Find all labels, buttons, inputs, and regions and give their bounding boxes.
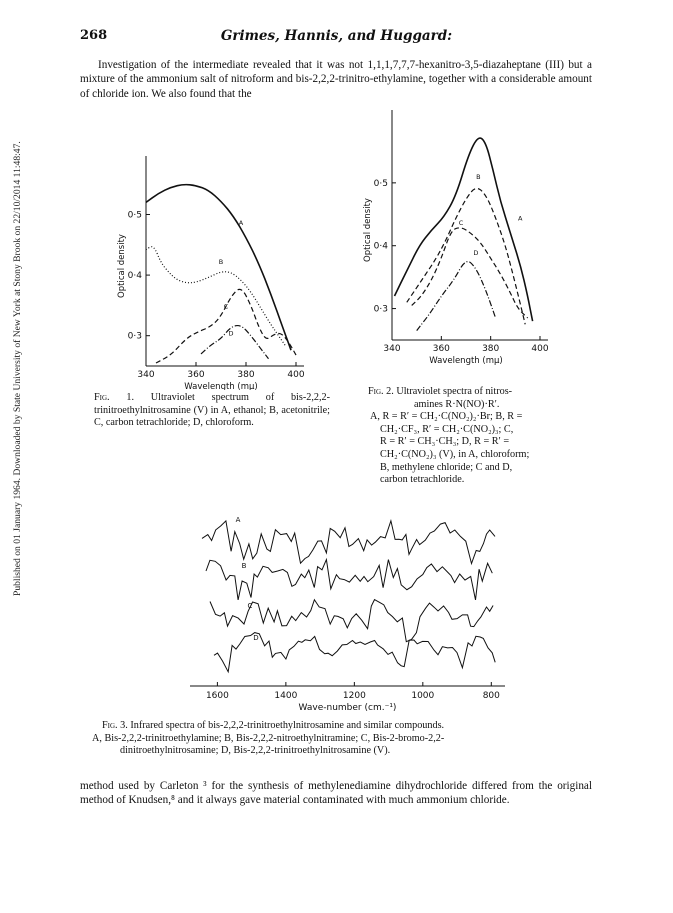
ir-spectrum-A <box>202 521 495 564</box>
intro-paragraph: Investigation of the intermediate revealed that it was not 1,1,1,7,7,7-hexanitro-3,5-diazaheptane (III) but a mixture of the ammonium salt of nitroform and bis-2,2,2-trinitro-ethylamine, together with a considerable amount of chloride ion. We also found that the <box>80 59 592 100</box>
series-line-C <box>412 228 528 318</box>
figure-3-caption <box>92 720 592 758</box>
x-tick-label: 1400 <box>274 691 298 701</box>
figure-3-caption-line: dinitroethylnitrosamine; D, Bis-2,2,2-trinitroethylnitrosamine (V). <box>120 745 391 757</box>
x-tick-label: 380 <box>482 344 500 354</box>
closing-paragraph: method used by Carleton ³ for the synthesis of methylenediamine dihydrochloride differed from the original method of Knudsen,⁸ and it always gave material contaminated with much ammonium chloride. <box>80 780 592 807</box>
series-label-B: B <box>476 173 481 182</box>
ir-series-label-A: A <box>235 516 241 524</box>
series-label-A: A <box>238 218 244 227</box>
figure-2-caption-line: R = R′ = CH₃·CH₃; D, R = R′ = <box>380 436 510 448</box>
series-line-A <box>146 185 291 351</box>
figure-2-caption-line: CH₂·C(NO₂)₃ (V), in A, chloroform; <box>380 448 530 460</box>
figure-2-caption-line: B, methylene chloride; C and D, <box>380 461 513 473</box>
y-tick-label: 0·5 <box>373 178 388 189</box>
figure-2-caption-line: amines R·N(NO)·R′. <box>414 398 500 410</box>
running-title: Grimes, Hannis, and Huggard: <box>220 28 453 44</box>
y-tick-label: 0·3 <box>127 331 142 342</box>
series-line-D <box>201 326 269 359</box>
figure-3-label: Fig. 3. <box>102 720 128 731</box>
figure-3-caption-line: Infrared spectra of bis-2,2,2-trinitroethylnitrosamine and similar compounds. <box>130 720 445 731</box>
x-tick-label: 1000 <box>411 691 435 701</box>
series-label-B: B <box>218 258 224 267</box>
figure-3-ir-spectra <box>180 496 510 718</box>
figure-2-caption-line: A, R = R′ = CH₂·C(NO₂)₂·Br; B, R = <box>370 411 523 423</box>
series-label-D: D <box>473 249 479 258</box>
figure-2-uv-spectra <box>352 108 582 378</box>
series-line-A <box>395 138 533 321</box>
figure-1-caption <box>94 392 330 430</box>
download-notice-text: Published on 01 January 1964. Downloaded by State University of New York at Stony Brook on 22/10/2014 11:48:47. <box>12 141 23 596</box>
figure-2-caption-line: carbon tetrachloride. <box>380 474 465 486</box>
x-axis-label: Wavelength (mμ) <box>184 382 258 390</box>
series-label-C: C <box>223 302 229 311</box>
series-label-D: D <box>228 329 234 338</box>
x-axis-label: Wave-number (cm.⁻¹) <box>298 703 397 713</box>
x-tick-label: 340 <box>383 344 401 354</box>
download-notice <box>6 80 23 700</box>
figure-1-caption-text: Ultraviolet spectrum of bis-2,2,2-trinitroethylnitrosamine (V) in A, ethanol; B, acetonitrile; C, carbon tetrachloride; D, chloroform. <box>94 392 331 429</box>
y-tick-label: 0·3 <box>373 304 388 315</box>
y-tick-label: 0·4 <box>373 241 388 252</box>
y-tick-label: 0·4 <box>127 271 142 282</box>
figure-1-label: Fig. 1. <box>94 392 134 403</box>
x-tick-label: 360 <box>187 370 205 380</box>
page-number: 268 <box>80 28 108 43</box>
figure-1-uv-spectrum <box>88 150 328 390</box>
x-axis-label: Wavelength (mμ) <box>429 356 503 366</box>
y-axis-label: Optical density <box>363 198 373 262</box>
series-label-A: A <box>518 214 523 223</box>
y-tick-label: 0·5 <box>127 210 142 221</box>
x-tick-label: 360 <box>432 344 450 354</box>
x-tick-label: 340 <box>137 370 155 380</box>
x-tick-label: 1600 <box>205 691 229 701</box>
figure-2-caption <box>370 386 582 487</box>
figure-2-caption-line: CH₂·CF₃, R′ = CH₂·C(NO₂)₃; C, <box>380 423 514 435</box>
x-tick-label: 400 <box>287 370 305 380</box>
x-tick-label: 380 <box>237 370 255 380</box>
x-tick-label: 1200 <box>342 691 366 701</box>
figure-2-caption-line: Ultraviolet spectra of nitros- <box>396 386 513 397</box>
y-axis-label: Optical density <box>117 234 127 298</box>
series-line-C <box>156 289 296 363</box>
series-label-C: C <box>458 218 464 227</box>
series-line-B <box>146 247 286 347</box>
series-line-D <box>417 262 496 331</box>
x-tick-label: 400 <box>531 344 549 354</box>
ir-series-label-D: D <box>253 634 259 642</box>
figure-2-label: Fig. 2. <box>368 386 394 397</box>
ir-series-label-B: B <box>241 562 247 570</box>
figure-3-caption-line: A, Bis-2,2,2-trinitroethylamine; B, Bis-2,2,2-nitroethylnitramine; C, Bis-2-bromo-2,2- <box>92 732 445 744</box>
x-tick-label: 800 <box>482 691 500 701</box>
series-line-B <box>407 188 525 324</box>
ir-series-label-C: C <box>247 602 253 610</box>
ir-spectrum-B <box>206 560 492 600</box>
